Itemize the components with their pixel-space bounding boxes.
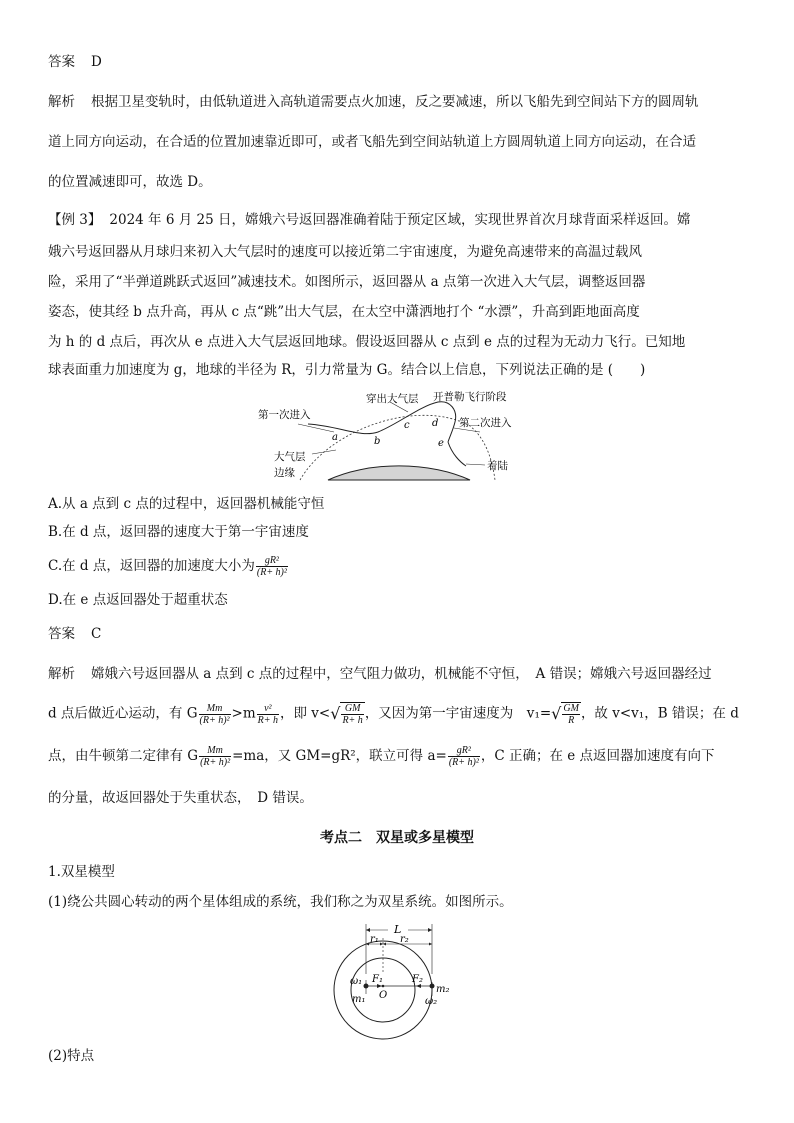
fraction-numerator: v² [257,703,279,715]
option-c [48,555,289,578]
example-tag: 【例 3】 [48,212,102,228]
point-d: d [432,418,439,429]
formula-fraction [257,703,279,726]
label-atmosphere-edge-1: 大气层 [274,451,306,463]
fraction-denominator: R [568,715,575,726]
answer-line [48,624,101,644]
point-e: e [438,438,444,449]
formula-sqrt: √ $\frac{GM}{R}$ [551,703,579,726]
analysis-line-1 [48,664,712,684]
point-c: c [404,420,410,431]
fraction-numerator: Mm [199,745,231,757]
analysis-text: >m [231,705,256,722]
label-r1: r₁ [370,934,379,945]
analysis-text: =ma，又 GM=gR²，联立可得 a= [232,748,447,764]
example-text: 2024 年 6 月 25 日，嫦娥六号返回器准确着陆于预定区域，实现世界首次月球背面采样返回。嫦 [109,212,691,228]
label-second-entry: 第二次进入 [459,417,512,429]
fraction-denominator: (R+ h)² [200,757,231,768]
center-o [382,985,385,988]
analysis-label: 解析 [48,666,75,682]
point-b: b [374,436,381,447]
fraction-denominator: R+ h [342,715,363,726]
analysis-line-4: 的分量，故返回器处于失重状态， D 错误。 [48,790,313,806]
label-r2: r₂ [400,934,409,945]
example-line-5: 为 h 的 d 点后，再次从 e 点进入大气层返回地球。假设返回器从 c 点到 e 点的过程为无动力飞行。已知地 [48,334,686,350]
label-kepler-phase: 开普勒飞行阶段 [433,391,507,403]
label-landing: 着陆 [487,460,508,472]
reentry-diagram [258,388,530,480]
analysis-line-1 [48,92,699,112]
answer-value: C [91,626,102,642]
analysis-line-3: 的位置减速即可，故选 D。 [48,174,212,190]
option-b: B.在 d 点，返回器的速度大于第一宇宙速度 [48,524,309,540]
analysis-line-2 [48,702,739,726]
example-line-4: 姿态，使其经 b 点升高，再从 c 点“跳”出大气层，在太空中潇洒地打个 “水漂”，升高到距地面高度 [48,304,640,320]
fraction-denominator: (R+ h)² [448,757,479,768]
formula-fraction [448,745,480,768]
analysis-text: 根据卫星变轨时，由低轨道进入高轨道需要点火加速，反之要减速，所以飞船先到空间站下方的圆周轨 [91,94,699,110]
example-line-2: 娥六号返回器从月球归来初入大气层时的速度可以接近第二宇宙速度，为避免高速带来的高温过载风 [48,244,642,260]
label-w2: ω₂ [425,996,438,1007]
label-out-atmosphere: 穿出大气层 [366,393,419,405]
analysis-text: 点，由牛顿第二定律有 G [48,748,199,764]
label-F2: F₂ [412,974,423,985]
analysis-text: ，又因为第一宇宙速度为 v₁= [364,705,552,722]
analysis-text: 嫦娥六号返回器从 a 点到 c 点的过程中，空气阻力做功，机械能不守恒， A 错误；嫦娥六号返回器经过 [91,666,712,682]
label-m2: m₂ [436,984,450,995]
label-w1: ω₁ [350,976,363,987]
fraction-numerator: GM [563,703,579,714]
answer-label: 答案 [48,54,75,70]
analysis-text: ，即 v< [280,705,331,722]
label-F1: F₁ [372,974,383,985]
binary-star-diagram [336,920,460,1040]
fraction-numerator: gR² [448,745,480,757]
option-c-fraction [256,555,288,578]
option-c-text: C.在 d 点，返回器的加速度大小为 [48,558,255,574]
example-line-1 [48,210,690,230]
analysis-label: 解析 [48,94,75,110]
analysis-text: ，故 v<v₁，B 错误；在 d [580,705,739,722]
formula-fraction [199,703,231,726]
answer-value: D [91,54,102,70]
item-title: 1.双星模型 [48,864,115,880]
analysis-line-3 [48,745,715,768]
fraction-denominator: (R+ h)² [256,567,287,578]
answer-label: 答案 [48,626,75,642]
earth-surface [328,466,470,480]
item-description: (1)绕公共圆心转动的两个星体组成的系统，我们称之为双星系统。如图所示。 [48,894,513,910]
label-L: L [394,923,402,936]
answer-line [48,52,102,72]
formula-fraction [199,745,231,768]
fraction-numerator: GM [341,703,363,715]
label-m1: m₁ [352,994,366,1005]
label-atmosphere-edge-2: 边缘 [274,467,295,479]
fraction-denominator: R+ h [257,714,279,726]
analysis-line-2: 道上同方向运动，在合适的位置加速靠近即可，或者飞船先到空间站轨道上方圆周轨道上同方向运动，在合适 [48,134,696,150]
landing-path [448,442,466,466]
formula-sqrt: √ $\frac{GM}{R+ h}$ [330,703,363,726]
analysis-text: ，C 正确；在 e 点返回器加速度有向下 [480,748,715,764]
point-a: a [332,432,338,443]
option-a: A.从 a 点到 c 点的过程中，返回器机械能守恒 [48,496,325,512]
example-line-3: 险，采用了“半弹道跳跃式返回”减速技术。如图所示，返回器从 a 点第一次进入大气层，调整返回器 [48,274,646,290]
option-d: D.在 e 点返回器处于超重状态 [48,592,228,608]
item-title: (2)特点 [48,1048,95,1064]
example-line-6: 球表面重力加速度为 g，地球的半径为 R，引力常量为 G。结合以上信息，下列说法正确的是 ( ) [48,362,646,378]
fraction-denominator: (R+ h)² [199,714,230,726]
fraction-numerator: gR² [256,555,288,567]
section-heading: 考点二 双星或多星模型 [320,830,474,846]
label-first-entry: 第一次进入 [258,409,311,421]
label-O: O [379,990,388,1001]
analysis-text: d 点后做近心运动，有 G [48,705,198,722]
fraction-numerator: Mm [199,703,231,715]
